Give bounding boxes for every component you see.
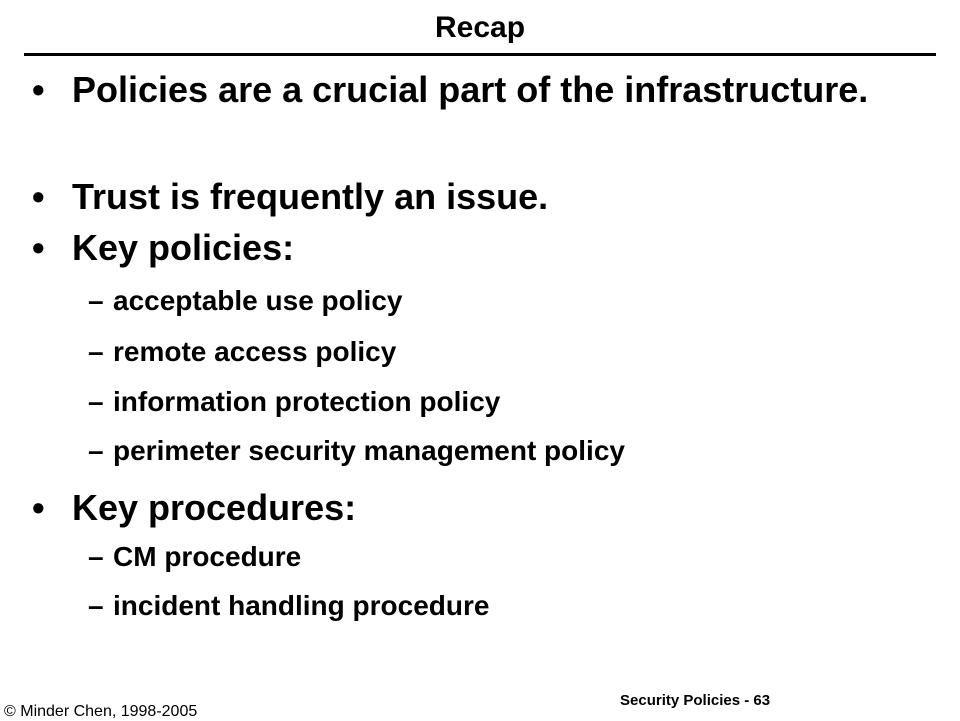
footer-section: Security Policies [620, 692, 741, 709]
dash-glyph: – [88, 435, 104, 466]
sub-item-cm-procedure: CM procedure [113, 541, 302, 572]
footer-section-page [620, 692, 770, 710]
slide-title: Recap [434, 11, 526, 44]
sub-item-acceptable-use: acceptable use policy [113, 285, 403, 316]
title-divider [24, 53, 936, 56]
sub-item-perimeter-security: perimeter security management policy [113, 435, 625, 466]
dash-glyph: – [88, 590, 104, 621]
bullet-glyph: • [32, 487, 45, 528]
bullet-trust-issue: Trust is frequently an issue. [72, 176, 549, 217]
sub-item-incident-handling: incident handling procedure [113, 590, 490, 621]
footer-copyright: © Minder Chen, 1998-2005 [4, 703, 198, 720]
dash-glyph: – [88, 285, 104, 316]
bullet-glyph: • [32, 227, 45, 268]
sub-item-remote-access: remote access policy [113, 336, 397, 367]
dash-glyph: – [88, 336, 104, 367]
dash-glyph: – [88, 541, 104, 572]
footer-separator: - [740, 692, 754, 709]
bullet-policies-crucial: Policies are a crucial part of the infrastructure. [72, 69, 869, 110]
sub-item-information-protection: information protection policy [113, 386, 501, 417]
dash-glyph: – [88, 386, 104, 417]
bullet-key-procedures: Key procedures: [72, 487, 357, 528]
bullet-glyph: • [32, 176, 45, 217]
footer-page-number: 63 [753, 692, 771, 709]
bullet-key-policies: Key policies: [72, 227, 295, 268]
bullet-glyph: • [32, 69, 45, 110]
